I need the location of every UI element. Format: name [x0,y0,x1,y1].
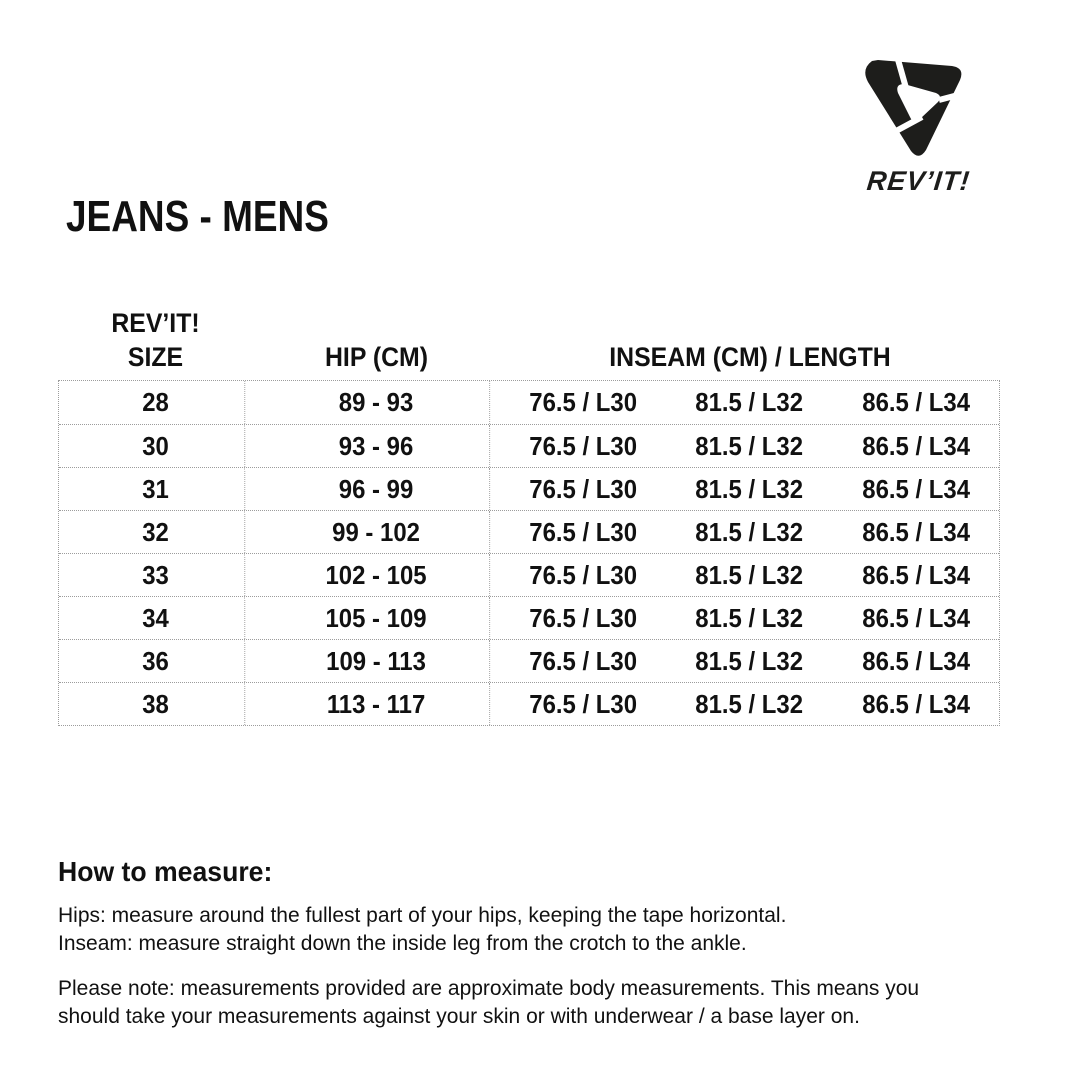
how-to-measure-heading: How to measure: [58,856,273,887]
brand-wordmark: REV’IT! [865,166,973,196]
inseam-l34-cell: 86.5 / L34 [861,645,970,676]
page-title: JEANS - MENS [66,192,329,241]
inseam-l30-cell: 76.5 / L30 [529,516,638,547]
hip-cell: 99 - 102 [263,511,490,553]
inseam-l32-cell: 81.5 / L32 [695,602,804,633]
size-cell: 36 [67,640,245,682]
inseam-l30-cell: 76.5 / L30 [529,602,638,633]
inseam-l30-cell: 76.5 / L30 [529,559,638,590]
header-size-line2: SIZE [127,342,184,372]
inseam-l34-cell: 86.5 / L34 [861,602,970,633]
table-row [59,639,999,682]
inseam-l34-cell: 86.5 / L34 [861,516,970,547]
inseam-l32-cell: 81.5 / L32 [695,688,804,719]
inseam-l32-cell: 81.5 / L32 [695,430,804,461]
size-cell: 34 [67,597,245,639]
inseam-l32-cell: 81.5 / L32 [695,473,804,504]
inseam-l30-cell: 76.5 / L30 [529,473,638,504]
hips-instruction: Hips: measure around the fullest part of your hips, keeping the tape horizontal. [58,904,787,927]
hip-cell: 105 - 109 [263,597,490,639]
header-size-line1: REV’IT! [111,308,200,338]
hip-cell: 96 - 99 [263,468,490,510]
size-cell: 32 [67,511,245,553]
table-row [59,467,999,510]
hip-cell: 89 - 93 [263,381,490,424]
inseam-l32-cell: 81.5 / L32 [695,387,804,417]
inseam-l34-cell: 86.5 / L34 [861,559,970,590]
size-cell: 33 [67,554,245,596]
inseam-l32-cell: 81.5 / L32 [695,516,804,547]
inseam-l30-cell: 76.5 / L30 [529,688,638,719]
inseam-l34-cell: 86.5 / L34 [861,430,970,461]
inseam-l34-cell: 86.5 / L34 [861,688,970,719]
table-row [59,553,999,596]
inseam-l30-cell: 76.5 / L30 [529,645,638,676]
size-cell: 30 [67,425,245,467]
inseam-l30-cell: 76.5 / L30 [529,430,638,461]
size-cell: 38 [67,683,245,725]
inseam-instruction: Inseam: measure straight down the inside leg from the crotch to the ankle. [58,932,747,955]
size-table-header [58,300,1000,380]
table-row [59,424,999,467]
inseam-l34-cell: 86.5 / L34 [861,473,970,504]
header-inseam: INSEAM (CM) / LENGTH [609,342,891,372]
table-row [59,381,999,424]
table-row [59,596,999,639]
inseam-l32-cell: 81.5 / L32 [695,645,804,676]
measurement-note: Please note: measurements provided are approximate body measurements. This means you should take your measurements against your skin or with underwear / a base layer on. [58,977,920,1028]
size-cell: 31 [67,468,245,510]
revit-shield-icon [862,52,977,164]
table-row [59,682,999,725]
table-row [59,510,999,553]
hip-cell: 109 - 113 [263,640,490,682]
header-size [66,306,245,380]
how-to-measure-section [58,856,978,1031]
inseam-l32-cell: 81.5 / L32 [695,559,804,590]
inseam-l30-cell: 76.5 / L30 [529,387,638,417]
size-table [58,380,1000,726]
brand-logo [843,52,995,197]
header-hip: HIP (CM) [324,342,429,372]
hip-cell: 102 - 105 [263,554,490,596]
size-cell: 28 [67,381,245,424]
hip-cell: 113 - 117 [263,683,490,725]
inseam-l34-cell: 86.5 / L34 [861,387,970,417]
hip-cell: 93 - 96 [263,425,490,467]
